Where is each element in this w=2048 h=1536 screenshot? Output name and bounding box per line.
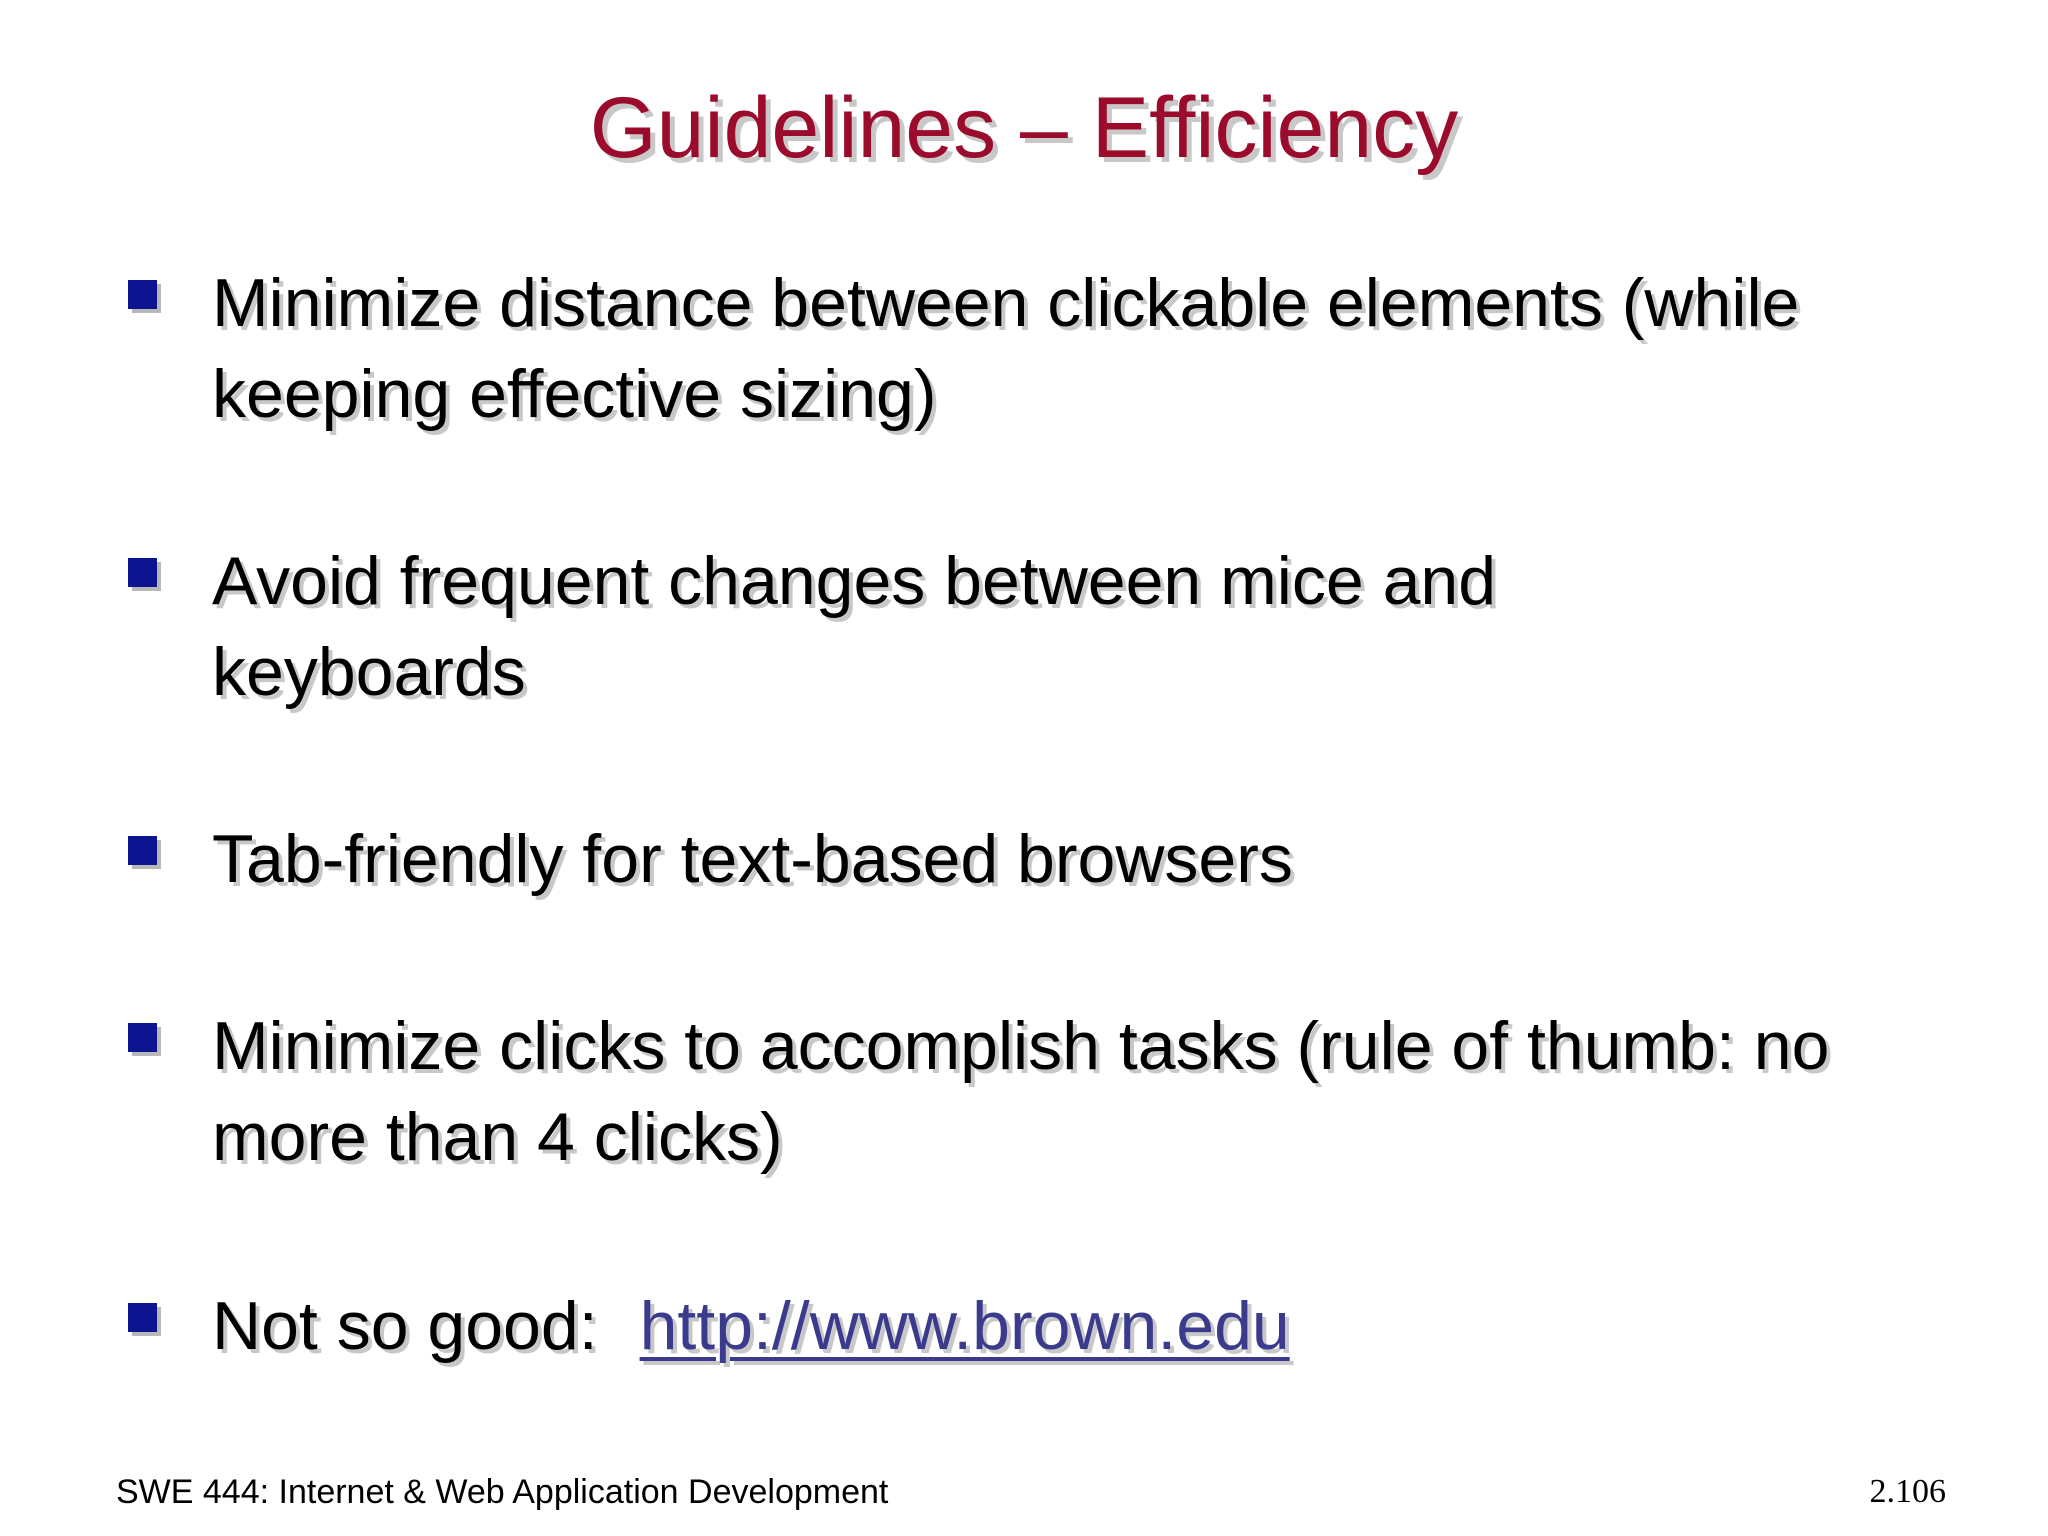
bullet-text: Tab-friendly for text-based browsers — [212, 821, 1293, 897]
square-bullet-icon — [128, 280, 157, 309]
square-bullet-icon — [128, 1023, 157, 1052]
bullet-label: Not so good: — [212, 1288, 598, 1364]
brown-edu-link[interactable]: http://www.brown.edu — [639, 1288, 1290, 1364]
page-number: 2.106 — [1869, 1473, 1946, 1510]
slide-footer: SWE 444: Internet & Web Application Development — [116, 1473, 889, 1511]
bullet-text-with-link — [212, 1281, 1952, 1372]
bullet-text: Minimize distance between clickable elements (while keeping effective sizing) — [212, 265, 1800, 432]
square-bullet-icon — [128, 1303, 157, 1332]
bullet-text: Minimize clicks to accomplish tasks (rule of thumb: no more than 4 clicks) — [212, 1008, 1830, 1175]
square-bullet-icon — [128, 558, 157, 587]
bullet-text: Avoid frequent changes between mice and keyboards — [212, 543, 1497, 710]
square-bullet-icon — [128, 836, 157, 865]
slide-title: Guidelines – Efficiency — [589, 80, 1459, 176]
